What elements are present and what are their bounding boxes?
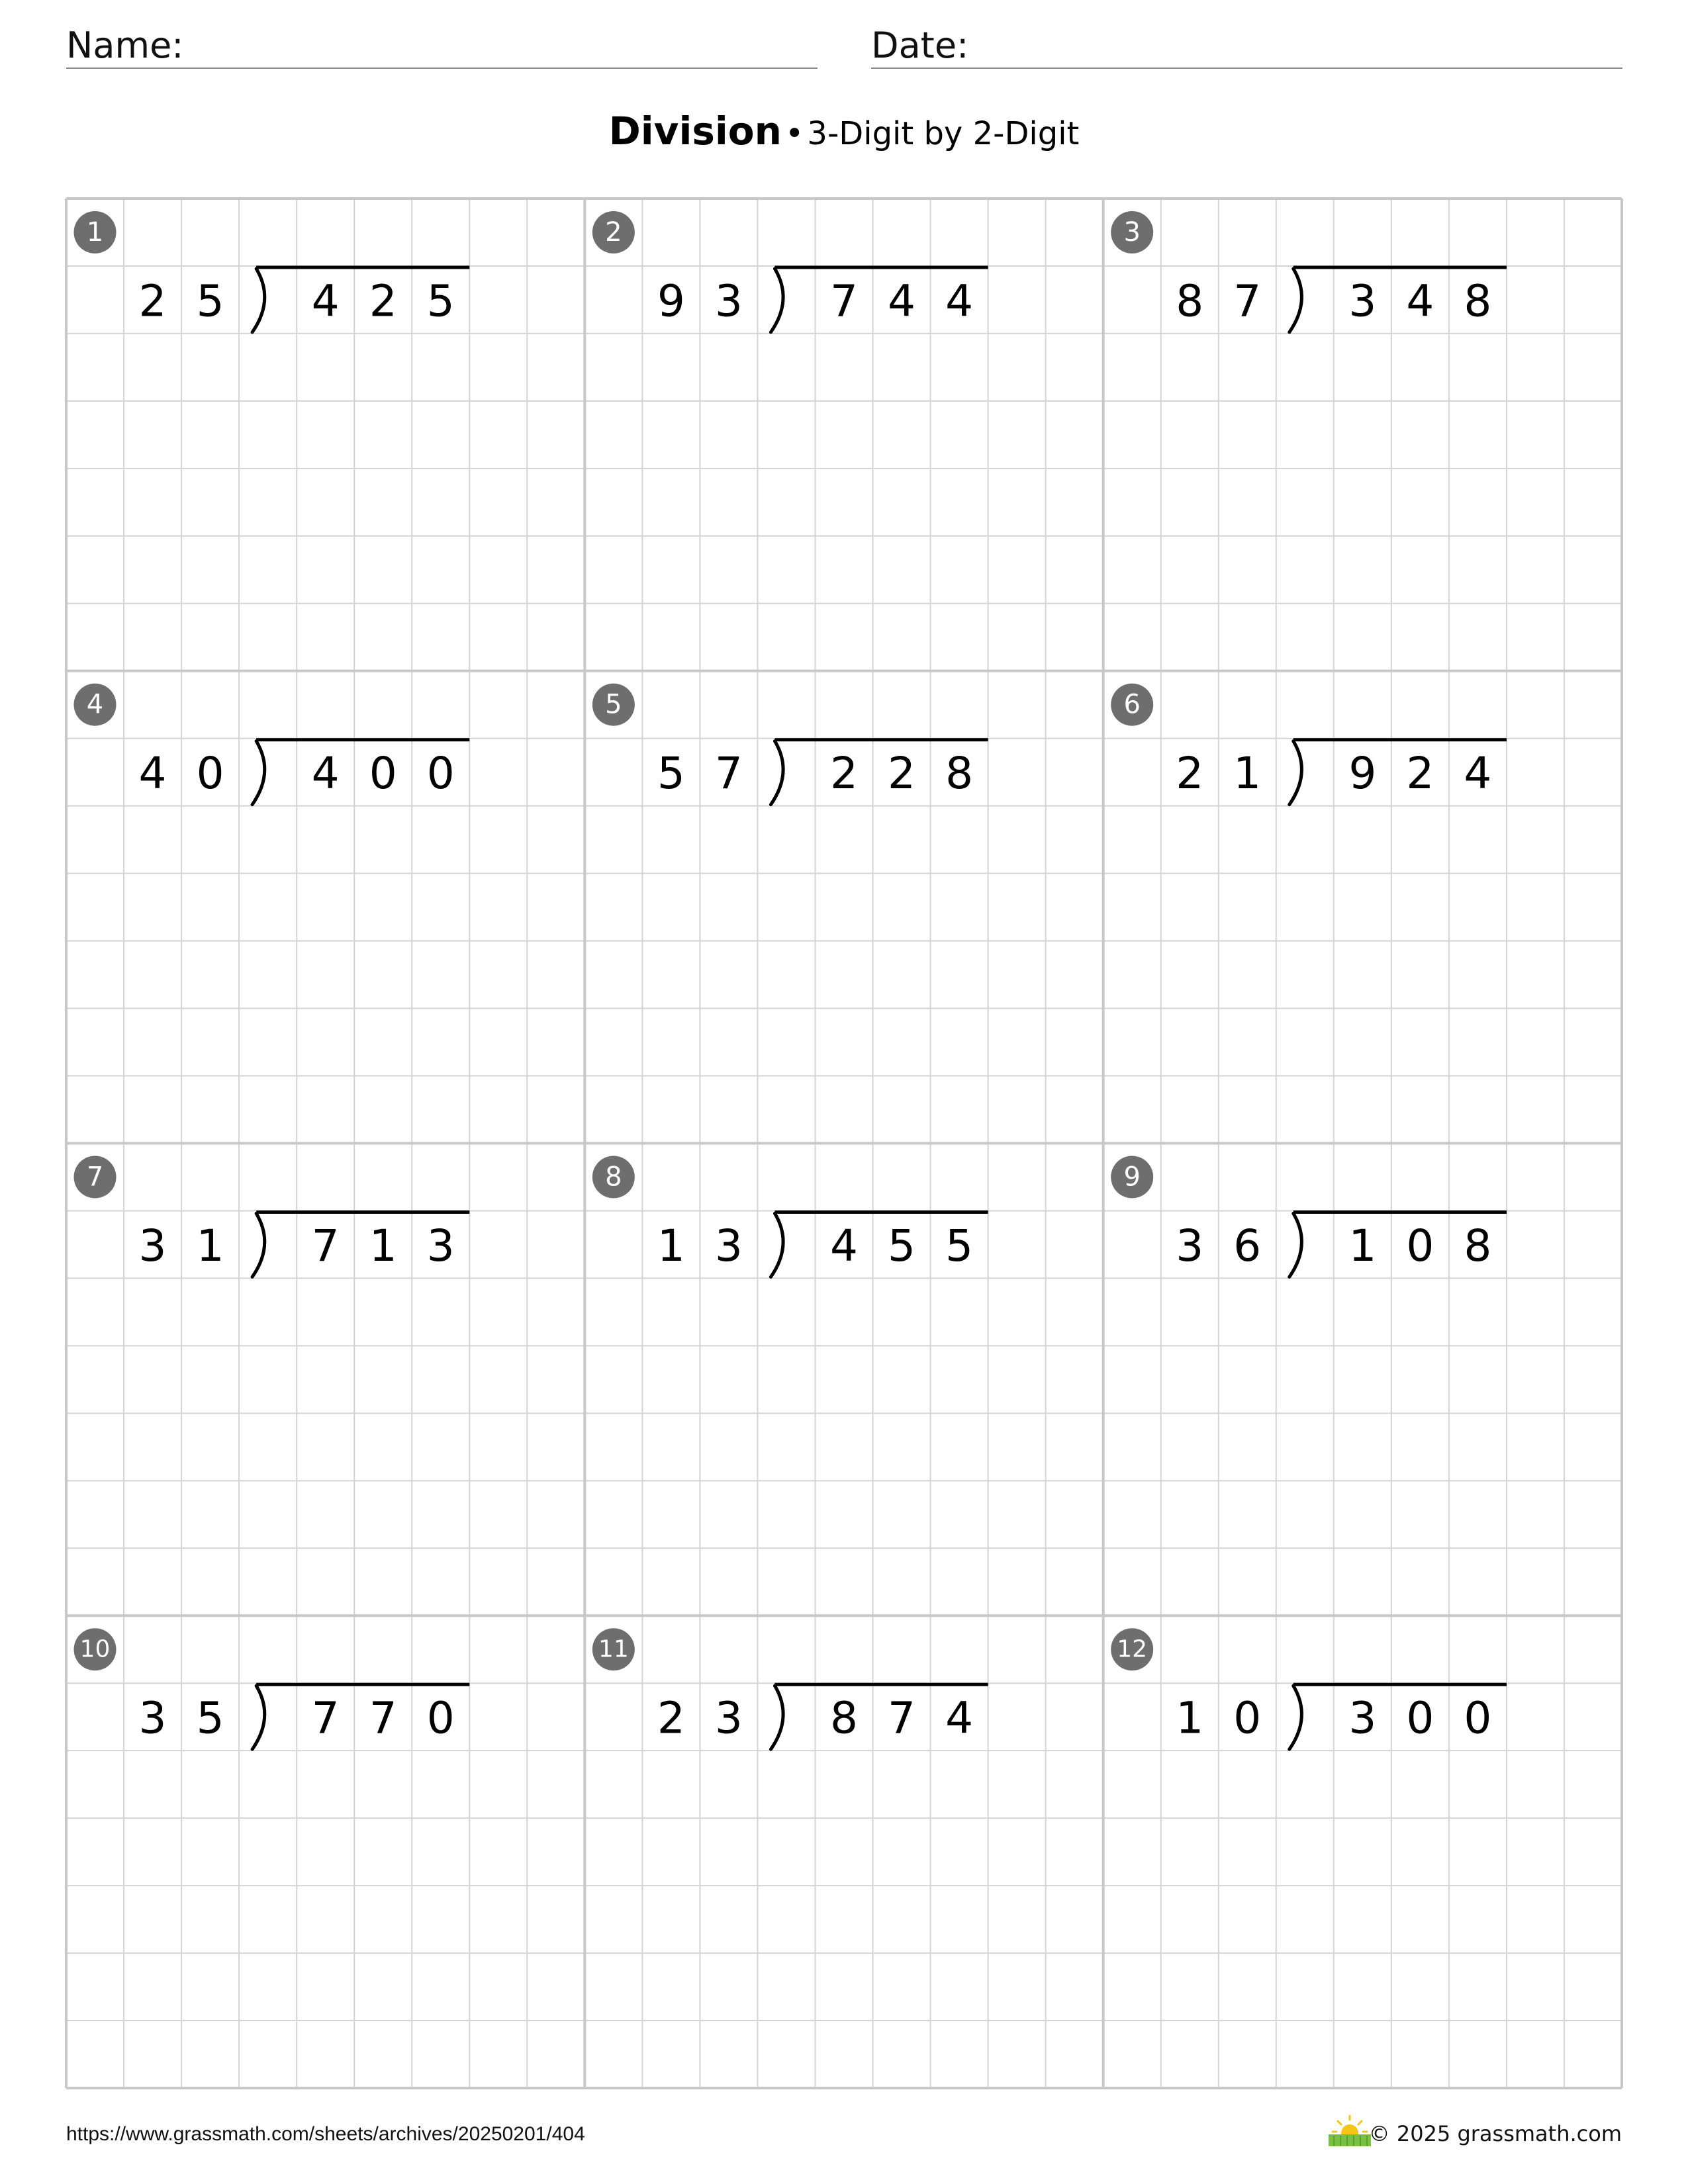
problem-digit: 5 [888, 1220, 916, 1271]
problem-digit: 1 [369, 1220, 397, 1271]
problem-number: 11 [598, 1635, 629, 1663]
problem-digit: 4 [311, 748, 340, 799]
problem-digit: 3 [714, 275, 743, 327]
problem-digit: 4 [1464, 748, 1492, 799]
division-bracket [1289, 741, 1302, 805]
division-bracket [252, 741, 265, 805]
title-main: Division [608, 109, 782, 154]
problem-number: 7 [86, 1161, 104, 1193]
problem-number: 9 [1123, 1161, 1141, 1193]
problem-digit: 7 [714, 748, 743, 799]
problem-digit: 5 [426, 275, 455, 327]
problem-digit: 2 [657, 1692, 685, 1744]
problem-number: 10 [79, 1635, 111, 1663]
problem-digit: 7 [888, 1692, 916, 1744]
problem-digit: 0 [426, 1692, 455, 1744]
problem-digit: 0 [426, 748, 455, 799]
problem-digit: 8 [1464, 275, 1492, 327]
division-bracket [1289, 1686, 1302, 1749]
problem-digit: 3 [714, 1692, 743, 1744]
problem-digit: 8 [830, 1692, 858, 1744]
name-label: Name: [66, 24, 184, 66]
problem-digit: 7 [311, 1220, 340, 1271]
title-subtitle: 3-Digit by 2-Digit [807, 115, 1080, 152]
problem-digit: 5 [657, 748, 685, 799]
problem-digit: 0 [369, 748, 397, 799]
problem-digit: 7 [369, 1692, 397, 1744]
problem-digit: 3 [1348, 1692, 1377, 1744]
grass-sun-logo-icon [1327, 2113, 1372, 2148]
division-bracket [771, 741, 783, 805]
problem-digit: 4 [830, 1220, 858, 1271]
problem-digit: 2 [830, 748, 858, 799]
problem-digit: 3 [1176, 1220, 1204, 1271]
division-bracket [771, 269, 783, 332]
division-bracket [252, 269, 265, 332]
problem-digit: 1 [1233, 748, 1262, 799]
problem-digit: 3 [426, 1220, 455, 1271]
problem-number: 12 [1117, 1635, 1148, 1663]
problem-digit: 0 [1406, 1220, 1434, 1271]
problem-digit: 2 [369, 275, 397, 327]
problem-digit: 4 [311, 275, 340, 327]
problem-digit: 2 [138, 275, 167, 327]
problem-number: 8 [605, 1161, 622, 1193]
title-separator: • [785, 115, 804, 152]
problem-number: 6 [1123, 689, 1141, 720]
problem-digit: 5 [196, 1692, 224, 1744]
problem-digit: 7 [311, 1692, 340, 1744]
problem-digit: 4 [945, 275, 974, 327]
problem-number: 5 [605, 689, 622, 720]
problem-digit: 0 [196, 748, 224, 799]
problem-digit: 0 [1406, 1692, 1434, 1744]
problem-digit: 3 [714, 1220, 743, 1271]
problem-number: 1 [86, 216, 104, 248]
problem-digit: 3 [138, 1220, 167, 1271]
problem-digit: 9 [657, 275, 685, 327]
problem-digit: 1 [1176, 1692, 1204, 1744]
problem-digit: 4 [945, 1692, 974, 1744]
division-bracket [1289, 1213, 1302, 1277]
problem-digit: 8 [945, 748, 974, 799]
problem-digit: 1 [657, 1220, 685, 1271]
problem-digit: 5 [945, 1220, 974, 1271]
problem-digit: 4 [1406, 275, 1434, 327]
problem-digit: 8 [1176, 275, 1204, 327]
problem-digit: 1 [1348, 1220, 1377, 1271]
footer-copyright: © 2025 grassmath.com [1368, 2121, 1622, 2146]
problem-digit: 2 [1406, 748, 1434, 799]
problem-digit: 3 [138, 1692, 167, 1744]
problem-digit: 4 [138, 748, 167, 799]
division-bracket [771, 1686, 783, 1749]
problem-digit: 8 [1464, 1220, 1492, 1271]
date-label: Date: [871, 24, 969, 66]
problem-number: 3 [1123, 216, 1141, 248]
division-bracket [252, 1213, 265, 1277]
problem-digit: 7 [830, 275, 858, 327]
problem-digit: 6 [1233, 1220, 1262, 1271]
problem-digit: 3 [1348, 275, 1377, 327]
problem-digit: 2 [1176, 748, 1204, 799]
problem-digit: 4 [888, 275, 916, 327]
footer-url: https://www.grassmath.com/sheets/archives/20250201/404 [66, 2123, 585, 2145]
problem-digit: 7 [1233, 275, 1262, 327]
division-bracket [771, 1213, 783, 1277]
problem-number: 2 [605, 216, 622, 248]
problem-digit: 9 [1348, 748, 1377, 799]
problem-digit: 0 [1233, 1692, 1262, 1744]
problem-digit: 1 [196, 1220, 224, 1271]
problem-digit: 2 [888, 748, 916, 799]
division-bracket [1289, 269, 1302, 332]
problem-digit: 5 [196, 275, 224, 327]
problem-digit: 0 [1464, 1692, 1492, 1744]
problem-number: 4 [86, 689, 104, 720]
division-bracket [252, 1686, 265, 1749]
